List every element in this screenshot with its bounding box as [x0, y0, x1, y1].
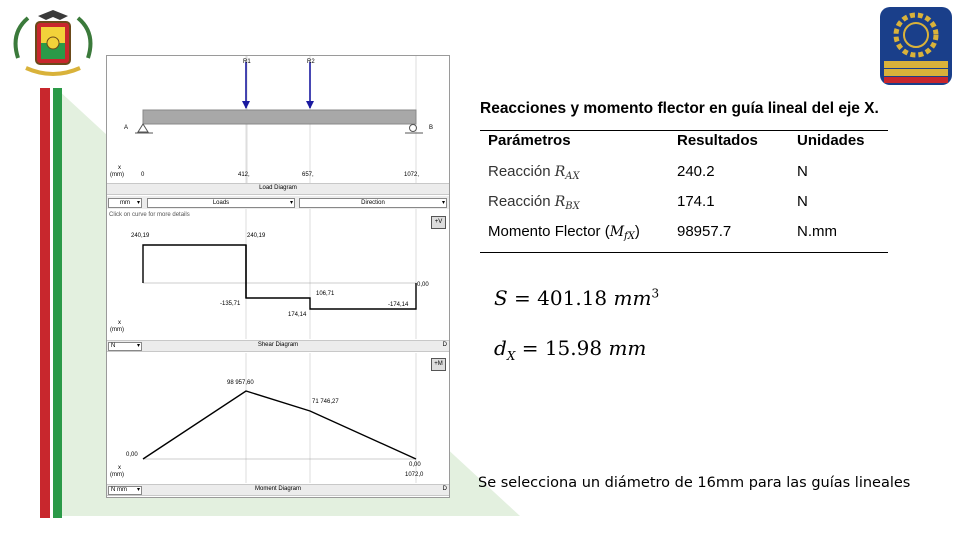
- shear-label-4: 106,71: [316, 291, 335, 297]
- row1-param: Reacción $R_{AX}$: [488, 163, 580, 182]
- moment-label-2: 71 746,27: [312, 399, 339, 405]
- support-label-b: B: [429, 125, 434, 131]
- moment-diagram-bar: [107, 484, 449, 496]
- header-unidades: Unidades: [797, 132, 865, 149]
- load-label-r1: R1: [243, 59, 251, 65]
- table-top-rule: [480, 130, 888, 131]
- header-resultados: Resultados: [677, 132, 758, 149]
- support-a-icon: [138, 124, 148, 132]
- shear-curve: [143, 245, 416, 309]
- row3-unit: N.mm: [797, 223, 837, 240]
- moment-label-4: 0,00: [409, 462, 421, 468]
- shear-label-2: 240,19: [247, 233, 266, 239]
- shear-axis-x: x: [118, 320, 121, 326]
- load-label-r2: R2: [307, 59, 315, 65]
- section-modulus-equation: S = 401.18 $mm^3$: [494, 286, 660, 310]
- moment-label-5: 1072,0: [405, 472, 424, 478]
- shear-diagram: [107, 209, 449, 339]
- conclusion-caption: Se selecciona un diámetro de 16mm para las guías lineales: [478, 475, 911, 491]
- row1-unit: N: [797, 163, 808, 180]
- shear-diagram-bar: [107, 340, 449, 352]
- row2-value: 174.1: [677, 193, 715, 210]
- load-axis-x: x: [118, 165, 121, 171]
- moment-unit-select[interactable]: N mm ▾: [108, 486, 142, 495]
- moment-label-3: 0,00: [126, 452, 138, 458]
- shear-axis-unit: (mm): [110, 327, 124, 333]
- moment-label-1: 98 957,60: [227, 380, 254, 386]
- row2-unit: N: [797, 193, 808, 210]
- green-stripe: [53, 88, 62, 518]
- beam-body: [143, 110, 416, 124]
- moment-diagram: [107, 353, 449, 483]
- moment-button[interactable]: +M: [431, 358, 446, 371]
- load-diagram: [107, 56, 449, 184]
- university-crest-logo: [8, 8, 98, 83]
- load-tick-1: 412,: [238, 172, 250, 178]
- row2-param: Reacción $R_{BX}$: [488, 193, 580, 212]
- shear-label-5: 174,14: [288, 312, 307, 318]
- shear-label-6: -174,14: [388, 302, 409, 308]
- loads-select[interactable]: Loads ▾: [147, 198, 295, 208]
- mechatronics-logo: [878, 5, 954, 87]
- moment-diagram-title: Moment Diagram: [254, 486, 301, 492]
- load-axis-unit: (mm): [110, 172, 124, 178]
- shear-diagram-title: Shear Diagram: [257, 342, 299, 348]
- moment-corner-button[interactable]: D: [442, 486, 447, 492]
- row3-param: Momento Flector $(M_{fX})$: [488, 223, 640, 242]
- moment-axis-x: x: [118, 465, 121, 471]
- shear-corner-button[interactable]: D: [442, 342, 447, 348]
- load-selectors: [107, 196, 449, 209]
- red-stripe: [40, 88, 50, 518]
- unit-select[interactable]: mm ▾: [108, 198, 142, 208]
- results-table-title: Reacciones y momento flector en guía lineal del eje X.: [480, 100, 879, 117]
- moment-curve: [143, 391, 416, 459]
- moment-axis-unit: (mm): [110, 472, 124, 478]
- load-tick-3: 1072,: [404, 172, 420, 178]
- load-diagram-bar: [107, 183, 449, 195]
- support-label-a: A: [124, 125, 129, 131]
- row3-value: 98957.7: [677, 223, 732, 240]
- shear-label-1: 240,19: [131, 233, 150, 239]
- load-diagram-title: Load Diagram: [259, 185, 297, 191]
- shear-label-3: -135,71: [220, 301, 241, 307]
- table-bottom-rule: [480, 252, 888, 253]
- shear-button[interactable]: +V: [431, 216, 446, 229]
- row1-value: 240.2: [677, 163, 715, 180]
- load-tick-0: 0: [141, 172, 145, 178]
- shear-label-7: 0,00: [417, 282, 429, 288]
- header-parametros: Parámetros: [488, 132, 571, 149]
- shear-hint: Click on curve for more details: [109, 212, 190, 218]
- beam-software-panel: [106, 55, 450, 498]
- shear-unit-select[interactable]: N ▾: [108, 342, 142, 351]
- load-tick-2: 657,: [302, 172, 314, 178]
- diameter-equation: $d_X = 15.98$ mm: [494, 336, 647, 363]
- direction-select[interactable]: Direction ▾: [299, 198, 447, 208]
- support-b-icon: [410, 125, 417, 132]
